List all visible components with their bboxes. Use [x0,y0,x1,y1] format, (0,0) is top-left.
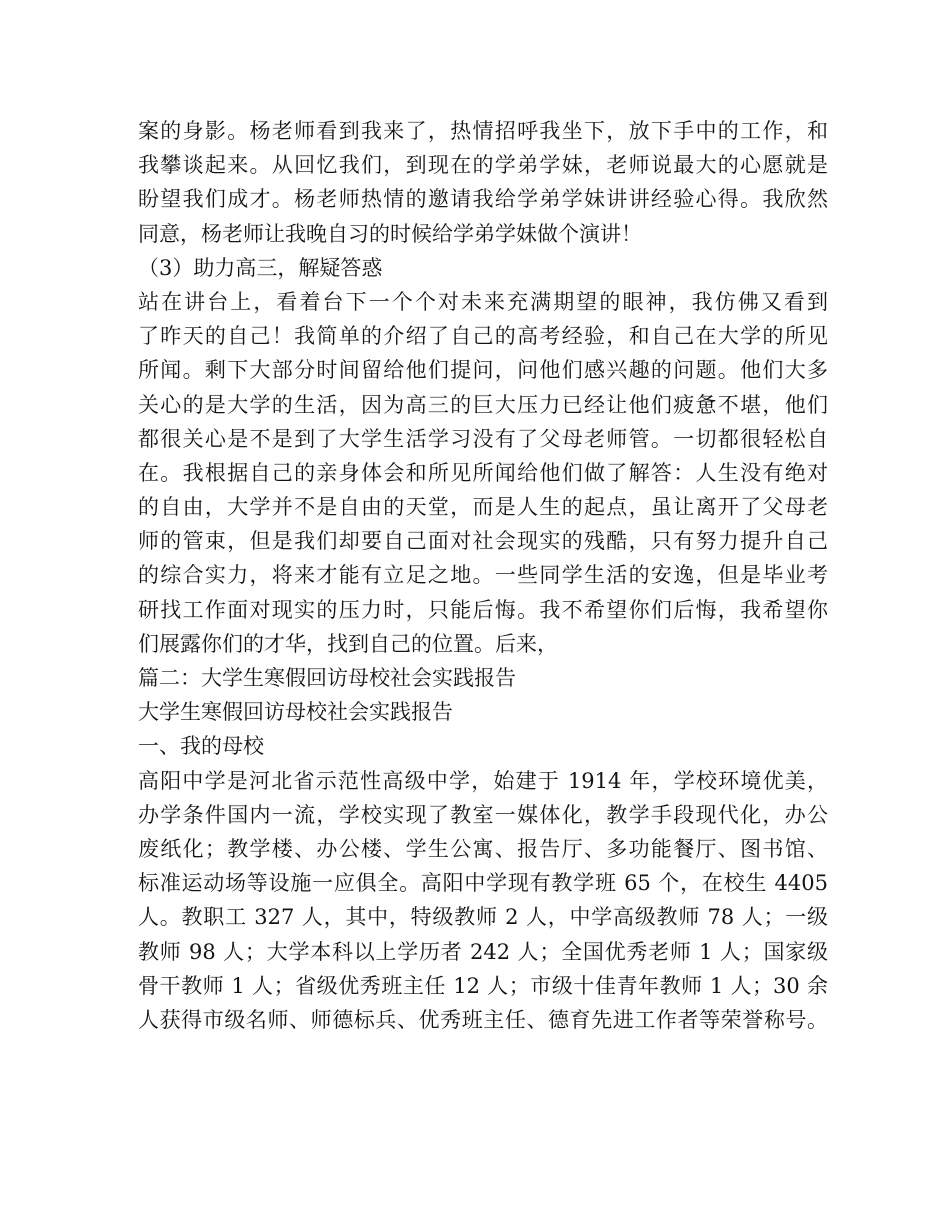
text-line: 盼望我们成才。杨老师热情的邀请我给学弟学妹讲讲经验心得。我欣然 [138,187,828,212]
text-line: 同意，杨老师让我晚自习的时候给学弟学妹做个演讲！ [138,221,642,246]
text-line: 站在讲台上，看着台下一个个对未来充满期望的眼神，我仿佛又看到 [138,289,828,314]
text-line: 的自由，大学并不是自由的天堂，而是人生的起点，虽让离开了父母老 [138,495,828,520]
text-line: 都很关心是不是到了大学生活学习没有了父母老师管。一切都很轻松自 [138,426,828,451]
text-line: 研找工作面对现实的压力时，只能后悔。我不希望你们后悔，我希望你 [138,597,828,622]
text-line: 我攀谈起来。从回忆我们，到现在的学弟学妹，老师说最大的心愿就是 [138,153,828,178]
text-line: 大学生寒假回访母校社会实践报告 [138,700,453,725]
text-line: 关心的是大学的生活，因为高三的巨大压力已经让他们疲惫不堪，他们 [138,392,828,417]
text-line: 骨干教师 1 人；省级优秀班主任 12 人；市级十佳青年教师 1 人；30 余 [138,973,828,998]
document-page [138,114,828,1037]
text-line: 教师 98 人；大学本科以上学历者 242 人；全国优秀老师 1 人；国家级 [138,939,828,964]
text-line: 人。教职工 327 人，其中，特级教师 2 人，中学高级教师 78 人；一级 [138,905,828,930]
text-line: 在。我根据自己的亲身体会和所见所闻给他们做了解答：人生没有绝对 [138,460,828,485]
text-line: 办学条件国内一流，学校实现了教室一媒体化，教学手段现代化，办公 [138,802,828,827]
text-line: 高阳中学是河北省示范性高级中学，始建于 1914 年，学校环境优美， [138,768,828,793]
text-line: 所闻。剩下大部分时间留给他们提问，问他们感兴趣的问题。他们大多 [138,358,828,383]
text-line: 标准运动场等设施一应俱全。高阳中学现有教学班 65 个，在校生 4405 [138,871,828,896]
text-line: 篇二：大学生寒假回访母校社会实践报告 [138,666,516,690]
text-line: 们展露你们的才华，找到自己的位置。后来， [138,631,558,656]
text-line: 师的管束，但是我们却要自己面对社会现实的残酷，只有努力提升自己 [138,529,828,554]
text-line: 了昨天的自己！我简单的介绍了自己的高考经验，和自己在大学的所见 [138,324,828,349]
text-line: 案的身影。杨老师看到我来了，热情招呼我坐下，放下手中的工作，和 [138,119,828,143]
text-line: （3）助力高三，解疑答惑 [138,255,383,280]
text-line: 的综合实力，将来才能有立足之地。一些同学生活的安逸，但是毕业考 [138,563,828,588]
text-line: 一、我的母校 [138,734,264,759]
text-line: 废纸化；教学楼、办公楼、学生公寓、报告厅、多功能餐厅、图书馆、 [138,836,828,861]
text-line: 人获得市级名师、师德标兵、优秀班主任、德育先进工作者等荣誉称号。 [138,1007,828,1032]
